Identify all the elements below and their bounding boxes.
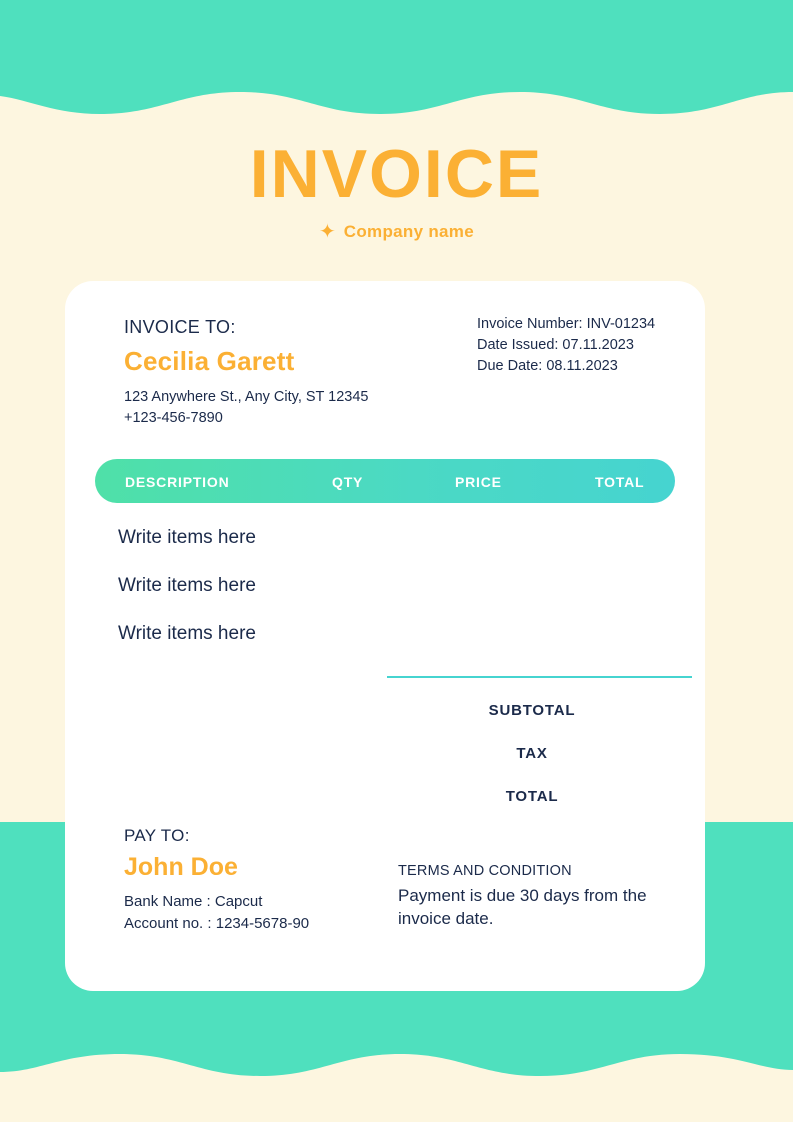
payee-name: John Doe (124, 853, 238, 881)
client-phone: +123-456-7890 (124, 410, 223, 427)
table-row[interactable]: Write items here (118, 575, 256, 596)
company-line (0, 222, 793, 242)
totals-block (387, 689, 677, 818)
due-date: Due Date: 08.11.2023 (477, 358, 618, 375)
pay-to-label: PAY TO: (124, 826, 190, 845)
client-address: 123 Anywhere St., Any City, ST 12345 (124, 389, 369, 405)
invoice-meta-block (477, 314, 697, 377)
bill-to-block (124, 317, 454, 429)
subtotal-label: SUBTOTAL (488, 702, 576, 719)
terms-block (398, 863, 688, 931)
column-header-description: DESCRIPTION (125, 474, 230, 490)
terms-title: TERMS AND CONDITION (398, 863, 572, 879)
invoice-header (0, 136, 793, 243)
tax-label: TAX (516, 745, 548, 762)
client-name: Cecilia Garett (124, 346, 295, 376)
company-name: Company name (343, 222, 474, 241)
bank-name: Bank Name : Capcut (124, 893, 263, 910)
sparkle-icon: ✦ (319, 221, 336, 243)
account-number: Account no. : 1234-5678-90 (124, 914, 310, 932)
items-list (118, 527, 518, 671)
total-label: TOTAL (505, 788, 559, 805)
bill-to-label: INVOICE TO: (124, 317, 236, 337)
teal-wave-top-decoration (0, 0, 793, 130)
column-header-price: PRICE (455, 474, 502, 490)
column-header-qty: QTY (332, 474, 364, 490)
invoice-number: Invoice Number: INV-01234 (477, 316, 656, 332)
items-table-header (95, 459, 675, 503)
column-header-total: TOTAL (595, 474, 645, 490)
invoice-card (65, 281, 705, 991)
pay-to-block (124, 826, 424, 935)
totals-divider (387, 676, 692, 678)
table-row[interactable]: Write items here (118, 623, 256, 644)
terms-body: Payment is due 30 days from the invoice date. (398, 886, 647, 928)
table-row[interactable]: Write items here (118, 527, 256, 548)
date-issued: Date Issued: 07.11.2023 (477, 337, 634, 354)
page-title: INVOICE (249, 136, 544, 212)
